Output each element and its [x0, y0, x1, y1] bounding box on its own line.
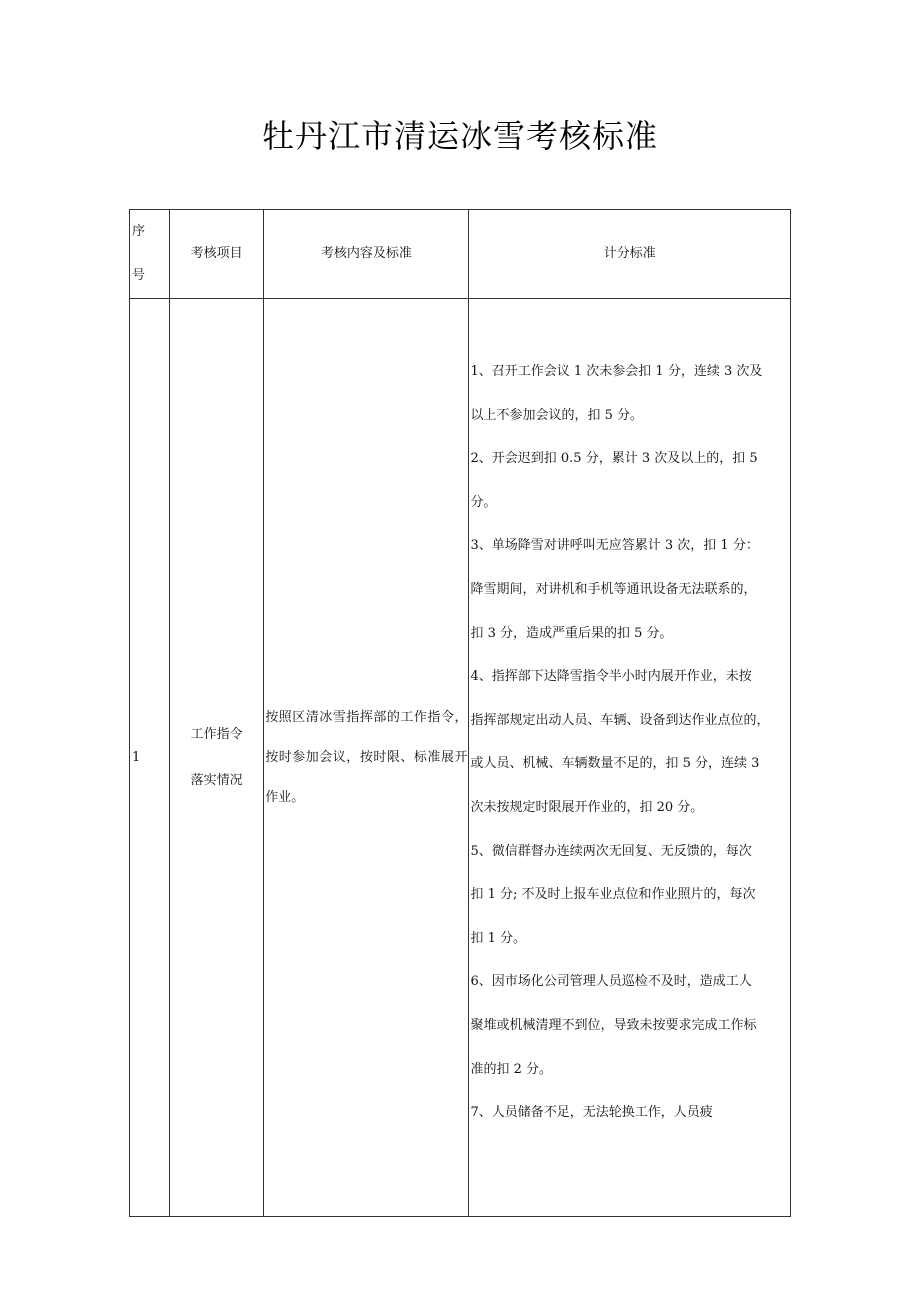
header-seq-part2: 号	[132, 268, 146, 283]
score-line: 5、微信群督办连续两次无回复、无反馈的，每次	[470, 843, 752, 859]
score-line: 2、开会迟到扣 0.5 分，累计 3 次及以上的，扣 5	[470, 451, 758, 467]
score-line: 次未按规定时限展开作业的，扣 20 分。	[470, 799, 704, 815]
row-item	[170, 299, 264, 1217]
score-line: 以上不参加会议的，扣 5 分。	[470, 407, 644, 423]
header-seq	[130, 210, 170, 299]
score-line: 6、因市场化公司管理人员巡检不及时，造成工人	[470, 974, 752, 990]
score-line: 1、召开工作会议 1 次未参会扣 1 分，连续 3 次及	[470, 364, 763, 379]
score-line: 扣 1 分。	[470, 930, 527, 946]
table-header-row	[130, 210, 791, 299]
score-line: 7、人员储备不足，无法轮换工作，人员疲	[470, 1105, 713, 1121]
score-line: 降雪期间，对讲机和手机等通讯设备无法联系的，	[470, 581, 757, 597]
header-item: 考核项目	[170, 210, 264, 299]
score-line: 准的扣 2 分。	[470, 1061, 553, 1077]
header-content: 考核内容及标准	[264, 210, 469, 299]
page-title: 牡丹江市清运冰雪考核标准	[261, 117, 658, 155]
row-score	[469, 299, 791, 1217]
assessment-table	[129, 209, 791, 1217]
score-line: 聚堆或机械清理不到位，导致未按要求完成工作标	[470, 1017, 757, 1033]
row-item-line1: 工作指令	[190, 726, 243, 742]
header-seq-part1: 序	[132, 224, 146, 239]
score-line: 指挥部规定出动人员、车辆、设备到达作业点位的，	[470, 712, 770, 728]
table-row	[130, 299, 791, 1217]
score-line: 扣 1 分; 不及时上报车业点位和作业照片的，每次	[470, 887, 756, 903]
score-line: 4、指挥部下达降雪指令半小时内展开作业，未按	[470, 669, 752, 685]
header-score: 计分标准	[469, 210, 791, 299]
score-line: 或人员、机械、车辆数量不足的，扣 5 分，连续 3	[470, 756, 760, 772]
row-content: 按照区清冰雪指挥部的工作指令，按时参加会议，按时限、标准展开作业。	[264, 299, 469, 1217]
row-item-line2: 落实情况	[190, 772, 243, 788]
score-line: 分。	[470, 494, 497, 510]
row-seq: 1	[130, 299, 170, 1217]
score-line: 3、单场降雪对讲呼叫无应答累计 3 次，扣 1 分：	[470, 538, 759, 554]
score-line: 扣 3 分，造成严重后果的扣 5 分。	[470, 625, 673, 641]
